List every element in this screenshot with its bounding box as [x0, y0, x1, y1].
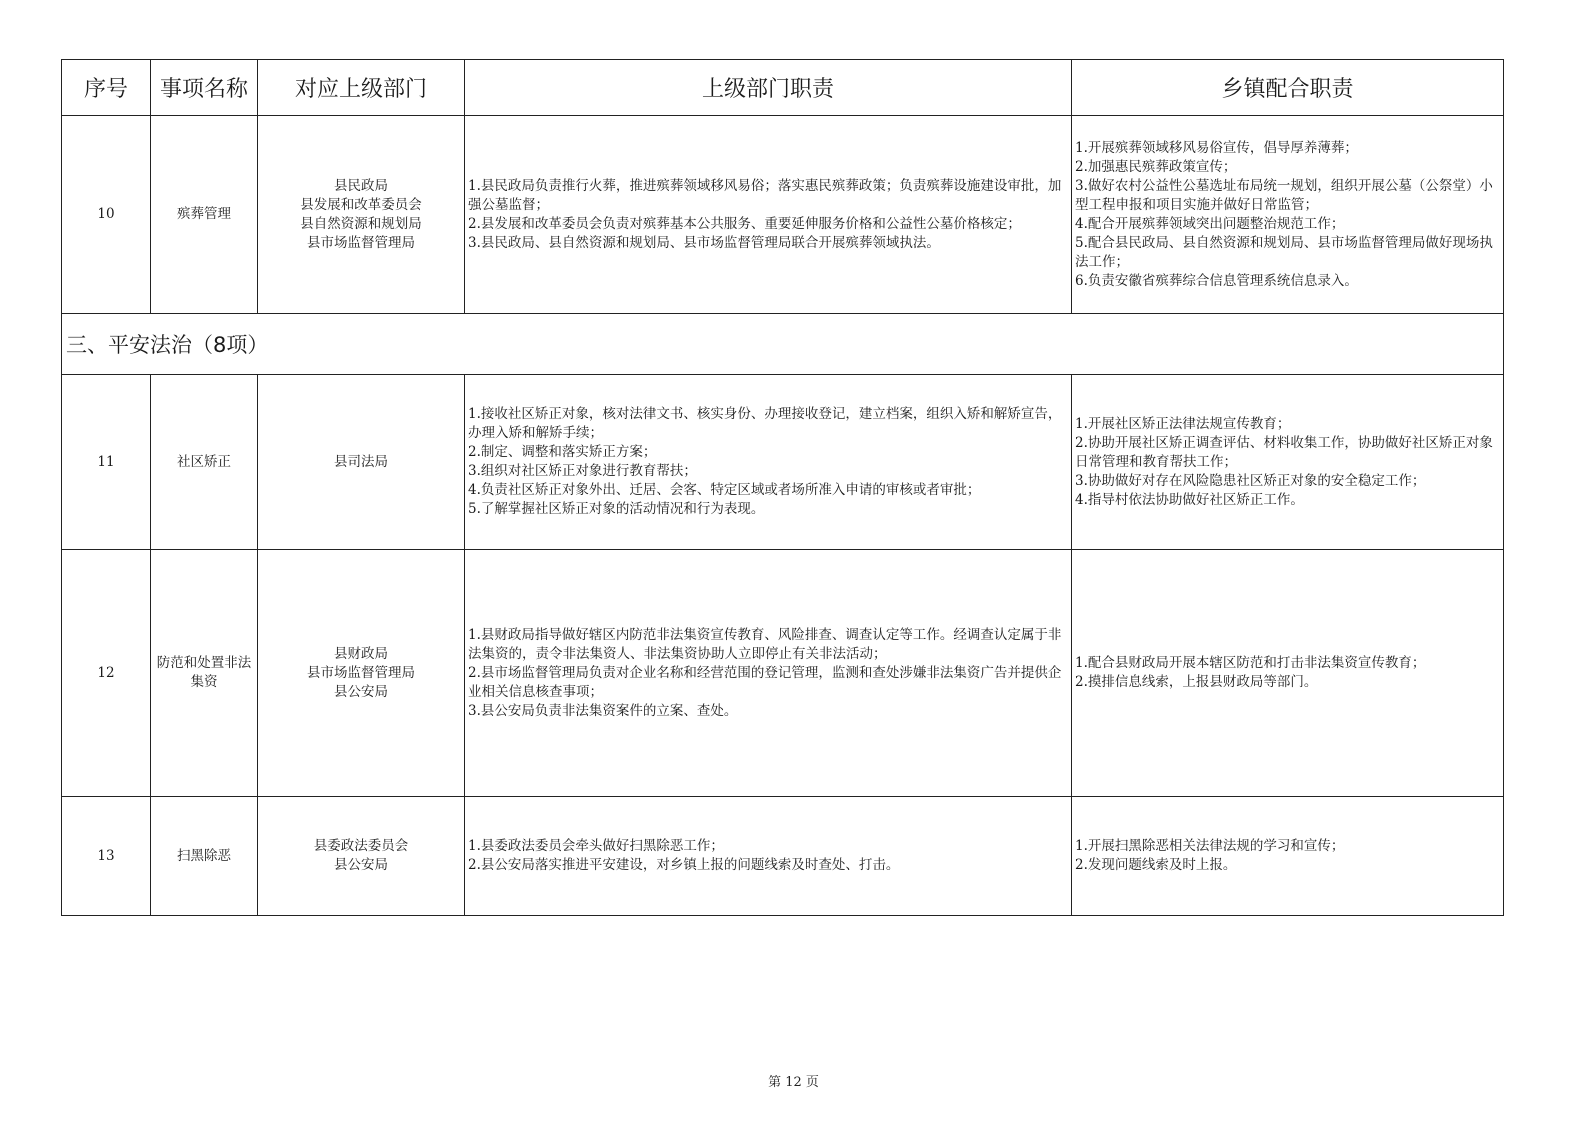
header-duty-upper: 上级部门职责 — [465, 60, 1072, 116]
duty-line: 2.摸排信息线索，上报县财政局等部门。 — [1075, 674, 1318, 690]
dept-line: 县公安局 — [334, 857, 388, 873]
dept-line: 县自然资源和规划局 — [300, 215, 422, 232]
duty-line: 3.协助做好对存在风险隐患社区矫正对象的安全稳定工作； — [1075, 472, 1426, 489]
row-town-duties — [1072, 550, 1504, 797]
table-row — [62, 116, 1504, 314]
duty-line: 2.县发展和改革委员会负责对殡葬基本公共服务、重要延伸服务价格和公益性公墓价格核定； — [468, 215, 1021, 232]
row-depts — [258, 797, 465, 916]
row-no: 12 — [62, 550, 151, 797]
dept-line: 县市场监督管理局 — [307, 664, 415, 681]
row-upper-duties — [465, 550, 1072, 797]
dept-line: 县公安局 — [334, 683, 388, 700]
duty-line: 2.制定、调整和落实矫正方案； — [468, 444, 657, 460]
row-item: 防范和处置非法集资 — [151, 550, 258, 797]
row-item: 殡葬管理 — [151, 116, 258, 314]
duty-line: 3.县民政局、县自然资源和规划局、县市场监督管理局联合开展殡葬领域执法。 — [468, 234, 940, 251]
duty-line: 5.了解掌握社区矫正对象的活动情况和行为表现。 — [468, 501, 765, 517]
dept-line: 县民政局 — [334, 177, 388, 194]
duty-line: 1.县民政局负责推行火葬，推进殡葬领域移风易俗；落实惠民殡葬政策；负责殡葬设施建设审批，加强公墓监督； — [468, 177, 1062, 213]
duty-line: 2.县公安局落实推进平安建设，对乡镇上报的问题线索及时查处、打击。 — [468, 857, 900, 873]
row-no: 13 — [62, 797, 151, 916]
page-number: 第 12 页 — [768, 1075, 819, 1090]
duty-line: 2.加强惠民殡葬政策宣传； — [1075, 158, 1237, 175]
duty-line: 1.开展扫黑除恶相关法律法规的学习和宣传； — [1075, 838, 1345, 854]
duty-line: 2.发现问题线索及时上报。 — [1075, 857, 1237, 873]
row-item: 社区矫正 — [151, 375, 258, 550]
duty-line: 2.协助开展社区矫正调查评估、材料收集工作，协助做好社区矫正对象日常管理和教育帮扶工作； — [1075, 434, 1493, 470]
duty-line: 1.配合县财政局开展本辖区防范和打击非法集资宣传教育； — [1075, 655, 1426, 671]
duty-line: 1.开展殡葬领域移风易俗宣传，倡导厚养薄葬； — [1075, 139, 1358, 156]
duty-table — [61, 59, 1504, 916]
header-duty-town: 乡镇配合职责 — [1072, 60, 1504, 116]
row-upper-duties — [465, 375, 1072, 550]
duty-line: 3.做好农村公益性公墓选址布局统一规划，组织开展公墓（公祭堂）小型工程申报和项目实施并做好日常监管； — [1075, 177, 1493, 213]
dept-line: 县财政局 — [334, 645, 388, 662]
dept-line: 县市场监督管理局 — [307, 234, 415, 251]
duty-line: 3.县公安局负责非法集资案件的立案、查处。 — [468, 702, 738, 719]
duty-line: 4.配合开展殡葬领域突出问题整治规范工作； — [1075, 215, 1345, 232]
table-row — [62, 550, 1504, 797]
header-no: 序号 — [62, 60, 151, 116]
row-no: 11 — [62, 375, 151, 550]
row-town-duties — [1072, 797, 1504, 916]
row-depts — [258, 550, 465, 797]
section-title: 三、平安法治（8项） — [62, 314, 1504, 375]
duty-line: 4.指导村依法协助做好社区矫正工作。 — [1075, 491, 1304, 508]
duty-line: 3.组织对社区矫正对象进行教育帮扶； — [468, 463, 697, 479]
row-depts — [258, 116, 465, 314]
duty-line: 2.县市场监督管理局负责对企业名称和经营范围的登记管理，监测和查处涉嫌非法集资广告并提供企业相关信息核查事项； — [468, 664, 1062, 700]
duty-line: 1.接收社区矫正对象，核对法律文书、核实身份、办理接收登记，建立档案，组织入矫和解矫宣告，办理入矫和解矫手续； — [468, 406, 1062, 441]
header-row — [62, 60, 1504, 116]
duty-line: 6.负责安徽省殡葬综合信息管理系统信息录入。 — [1075, 272, 1358, 289]
row-upper-duties — [465, 116, 1072, 314]
duty-line: 1.县委政法委员会牵头做好扫黑除恶工作； — [468, 838, 724, 854]
row-town-duties — [1072, 116, 1504, 314]
table-row — [62, 375, 1504, 550]
dept-line: 县司法局 — [334, 453, 388, 470]
duty-line: 1.开展社区矫正法律法规宣传教育； — [1075, 415, 1291, 432]
row-depts — [258, 375, 465, 550]
header-dept: 对应上级部门 — [258, 60, 465, 116]
duty-line: 5.配合县民政局、县自然资源和规划局、县市场监督管理局做好现场执法工作； — [1075, 234, 1493, 270]
row-upper-duties — [465, 797, 1072, 916]
table-row — [62, 797, 1504, 916]
row-town-duties — [1072, 375, 1504, 550]
duty-line: 1.县财政局指导做好辖区内防范非法集资宣传教育、风险排查、调查认定等工作。经调查认定属于非法集资的，责令非法集资人、非法集资协助人立即停止有关非法活动； — [468, 626, 1062, 662]
dept-line: 县委政法委员会 — [313, 838, 409, 854]
section-row — [62, 314, 1504, 375]
row-item: 扫黑除恶 — [151, 797, 258, 916]
duty-line: 4.负责社区矫正对象外出、迁居、会客、特定区域或者场所准入申请的审核或者审批； — [468, 482, 981, 498]
header-item: 事项名称 — [151, 60, 258, 116]
dept-line: 县发展和改革委员会 — [300, 196, 422, 213]
row-no: 10 — [62, 116, 151, 314]
